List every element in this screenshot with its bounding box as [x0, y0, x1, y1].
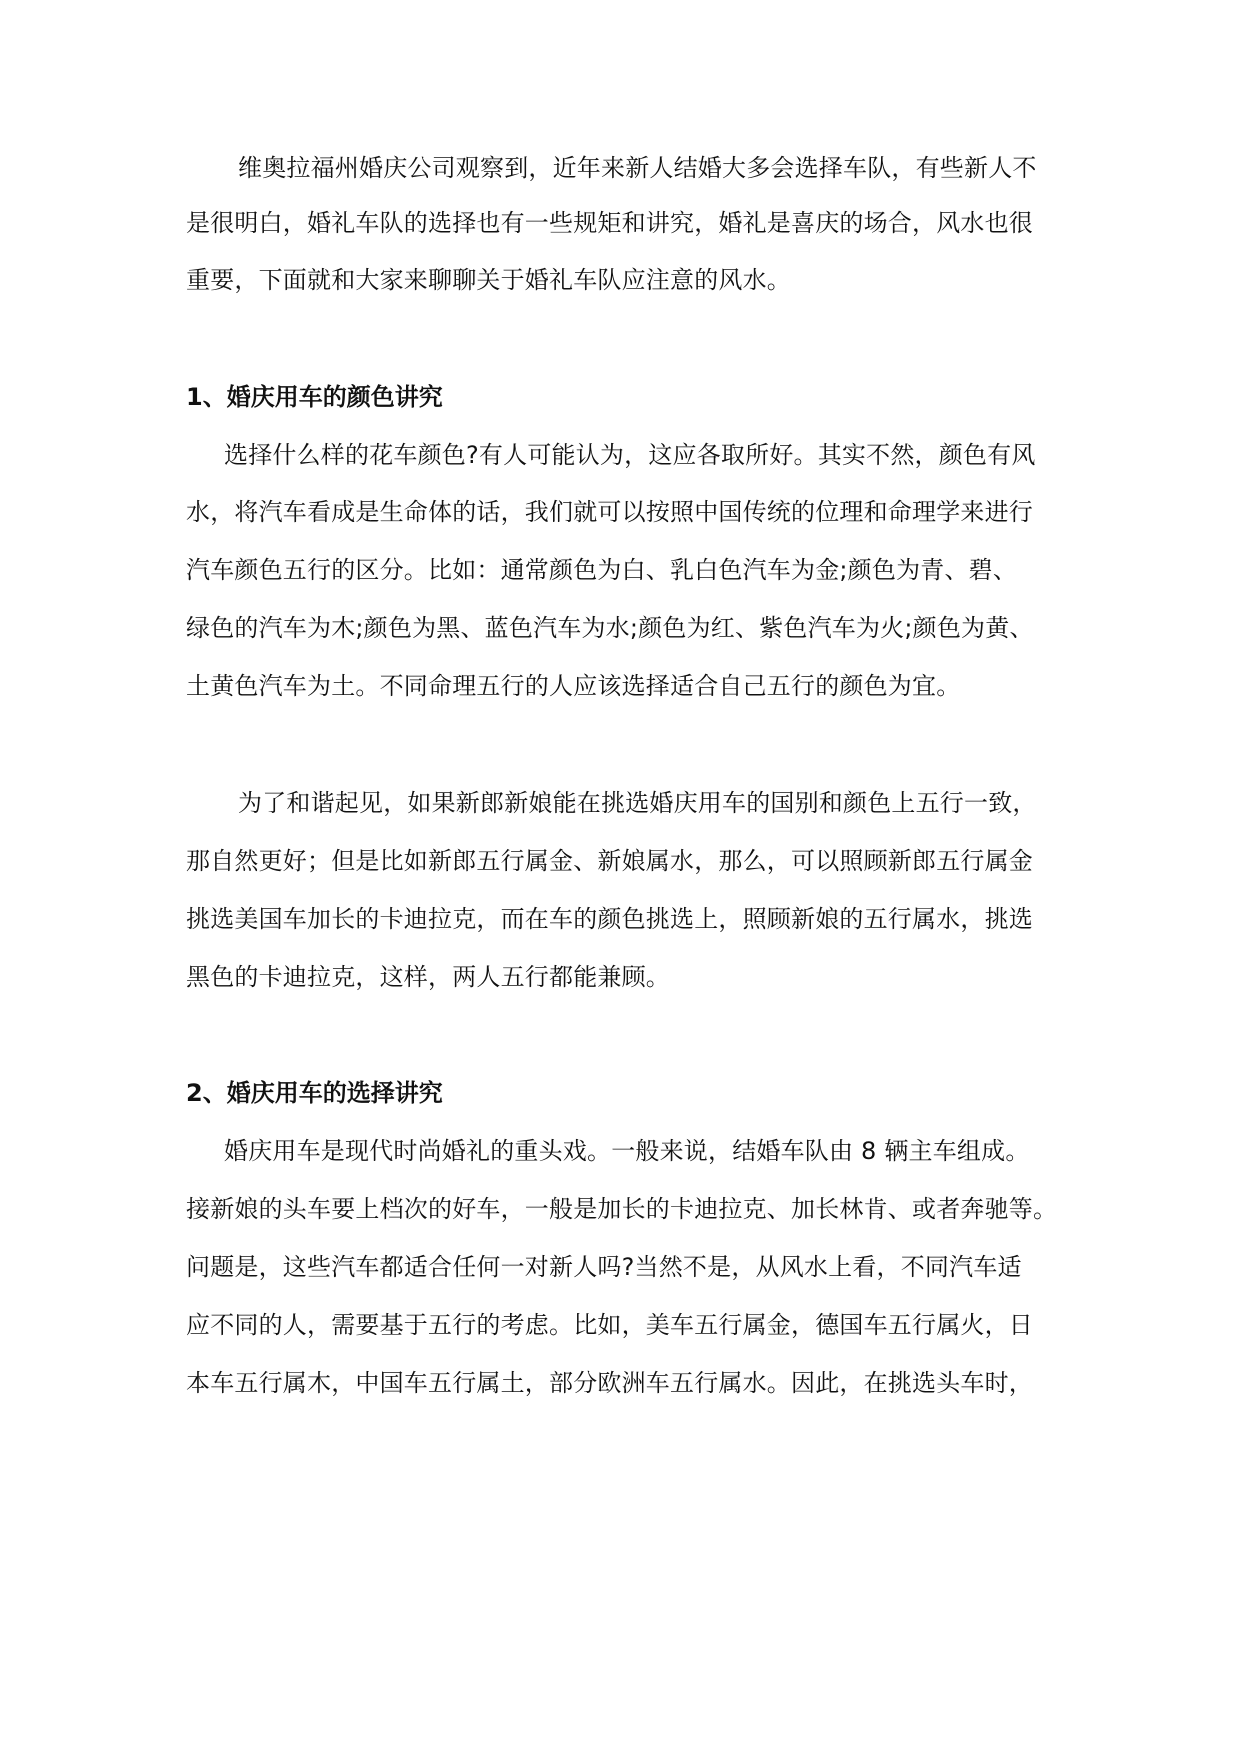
section1-para1-line: 汽车颜色五行的区分。比如：通常颜色为白、乳白色汽车为金;颜色为青、碧、	[186, 556, 1018, 584]
section2-para1-line: 婚庆用车是现代时尚婚礼的重头戏。一般来说，结婚车队由 8 辆主车组成。	[224, 1137, 1030, 1165]
intro-line: 是很明白，婚礼车队的选择也有一些规矩和讲究，婚礼是喜庆的场合，风水也很	[186, 209, 1033, 237]
section2-para1-line: 问题是，这些汽车都适合任何一对新人吗?当然不是，从风水上看，不同汽车适	[186, 1253, 1022, 1281]
section2-para1-line: 接新娘的头车要上档次的好车，一般是加长的卡迪拉克、加长林肯、或者奔驰等。	[186, 1195, 1058, 1223]
intro-line: 维奥拉福州婚庆公司观察到，近年来新人结婚大多会选择车队，有些新人不	[238, 154, 1037, 182]
intro-line: 重要，下面就和大家来聊聊关于婚礼车队应注意的风水。	[186, 266, 791, 294]
section1-para2-line: 黑色的卡迪拉克，这样，两人五行都能兼顾。	[186, 963, 670, 991]
section1-para1-line: 选择什么样的花车颜色?有人可能认为，这应各取所好。其实不然，颜色有风	[224, 441, 1036, 469]
section2-para1-line: 本车五行属木，中国车五行属土，部分欧洲车五行属水。因此，在挑选头车时，	[186, 1369, 1033, 1397]
section1-para2-line: 那自然更好；但是比如新郎五行属金、新娘属水，那么，可以照顾新郎五行属金	[186, 847, 1033, 875]
section1-para2-line: 挑选美国车加长的卡迪拉克，而在车的颜色挑选上，照顾新娘的五行属水，挑选	[186, 905, 1033, 933]
section1-para1-line: 绿色的汽车为木;颜色为黑、蓝色汽车为水;颜色为红、紫色汽车为火;颜色为黄、	[186, 614, 1034, 642]
section2-para1-line: 应不同的人，需要基于五行的考虑。比如，美车五行属金，德国车五行属火，日	[186, 1311, 1033, 1339]
section1-para1-line: 水，将汽车看成是生命体的话，我们就可以按照中国传统的位理和命理学来进行	[186, 498, 1033, 526]
section2-heading: 2、婚庆用车的选择讲究	[186, 1079, 443, 1107]
section1-para1-line: 土黄色汽车为土。不同命理五行的人应该选择适合自己五行的颜色为宜。	[186, 672, 961, 700]
section1-heading: 1、婚庆用车的颜色讲究	[186, 383, 443, 411]
section1-para2-line: 为了和谐起见，如果新郎新娘能在挑选婚庆用车的国别和颜色上五行一致，	[238, 789, 1037, 817]
